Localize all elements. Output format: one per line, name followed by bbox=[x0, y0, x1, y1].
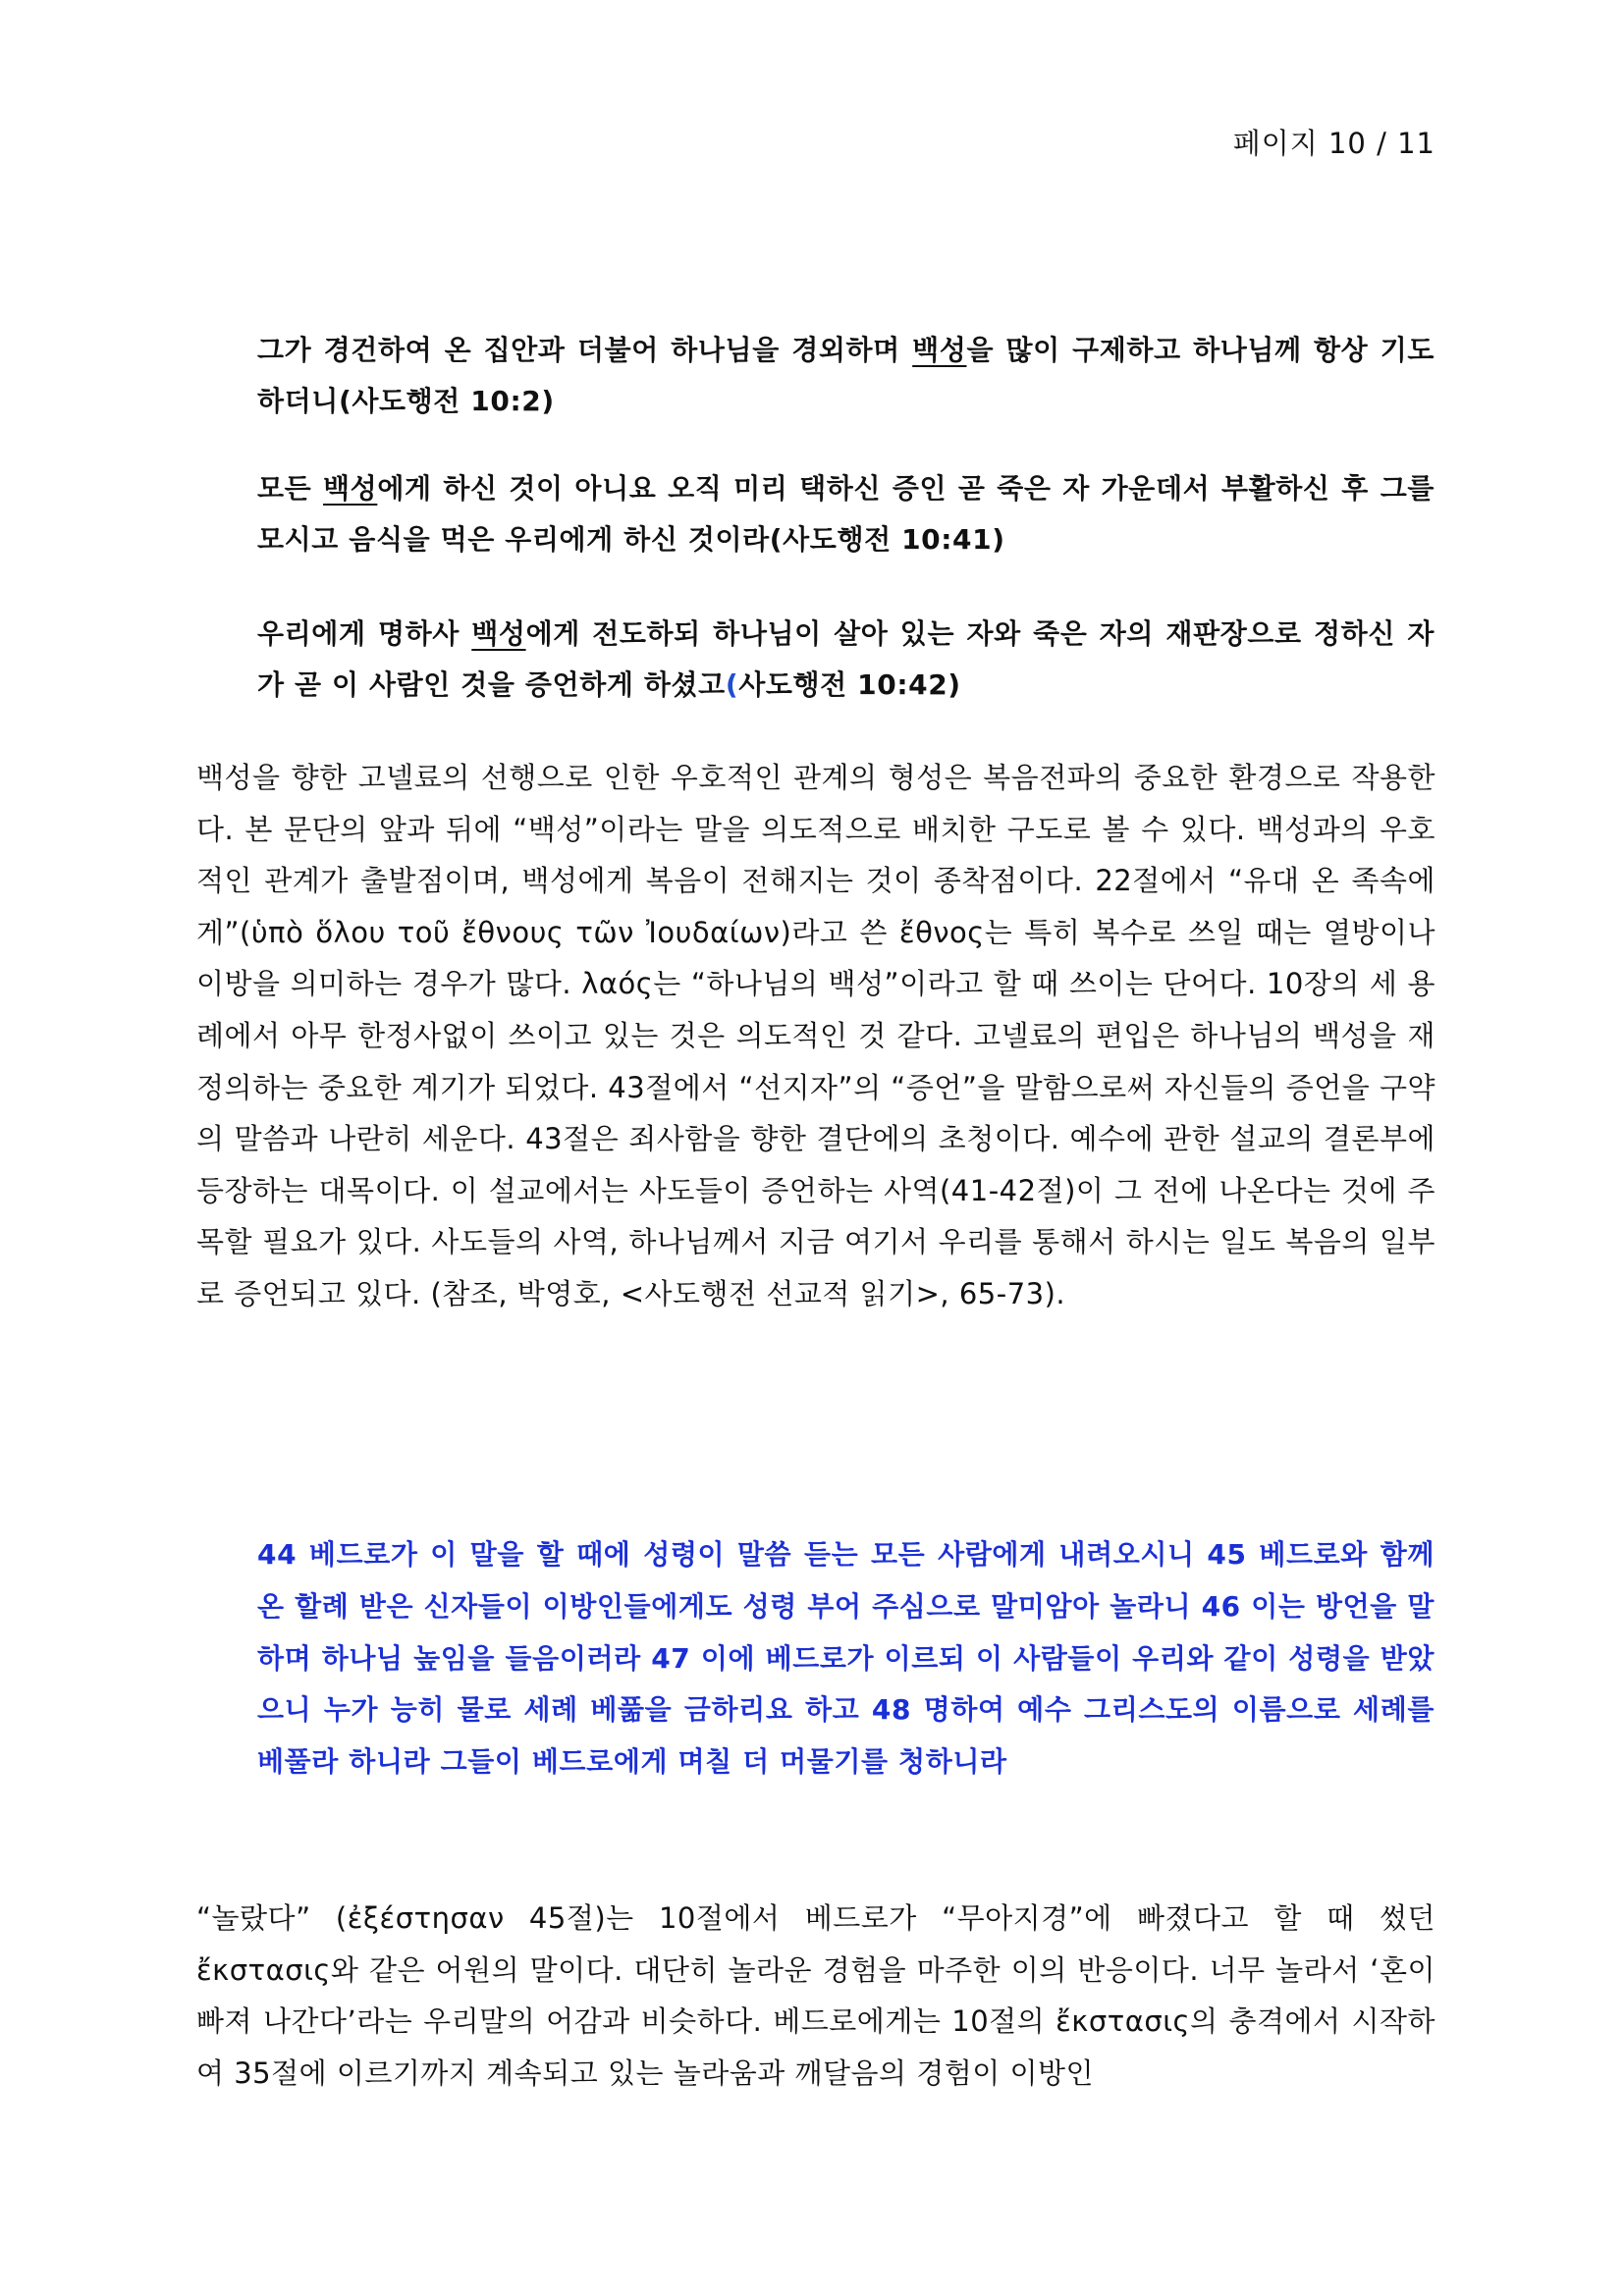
reference-text: 사도행전 10:42) bbox=[738, 668, 961, 701]
quote-verse-10-2 bbox=[257, 325, 1435, 427]
quote-text: 모든 bbox=[257, 472, 324, 505]
reference-paren: ( bbox=[725, 668, 739, 701]
underlined-word: 백성 bbox=[323, 472, 378, 505]
quote-text: 을 많이 구제하고 하나님께 항상 기도하더니(사도행전 10:2) bbox=[257, 334, 1435, 417]
commentary-paragraph-1: 백성을 향한 고넬료의 선행으로 인한 우호적인 관계의 형성은 복음전파의 중요한 환경으로 작용한다. 본 문단의 앞과 뒤에 “백성”이라는 말을 의도적으로 배치한 구도로 볼 수 있다. 백성과의 우호적인 관계가 출발점이며, 백성에게 복음이 전해지는 것이 종착점이다. 22절에서 “유대 온 족속에게”(ὑπὸ ὅλου τοῦ ἔθνους τῶν Ἰουδαίων)라고 쓴 ἔθνος는 특히 복수로 쓰일 때는 열방이나 이방을 의미하는 경우가 많다. λαός는 “하나님의 백성”이라고 할 때 쓰이는 단어다. 10장의 세 용례에서 아무 한정사없이 쓰이고 있는 것은 의도적인 것 같다. 고넬료의 편입은 하나님의 백성을 재정의하는 중요한 계기가 되었다. 43절에서 “선지자”의 “증언”을 말함으로써 자신들의 증언을 구약의 말씀과 나란히 세운다. 43절은 죄사함을 향한 결단에의 초청이다. 예수에 관한 설교의 결론부에 등장하는 대목이다. 이 설교에서는 사도들이 증언하는 사역(41-42절)이 그 전에 나온다는 것에 주목할 필요가 있다. 사도들의 사역, 하나님께서 지금 여기서 우리를 통해서 하시는 일도 복음의 일부로 증언되고 있다. (참조, 박영호, <사도행전 선교적 읽기>, 65-73). bbox=[196, 761, 1435, 1310]
quote-text: 에게 하신 것이 아니요 오직 미리 택하신 증인 곧 죽은 자 가운데서 부활하신 후 그를 모시고 음식을 먹은 우리에게 하신 것이라(사도행전 10:41) bbox=[257, 472, 1435, 556]
quote-text: 우리에게 명하사 bbox=[257, 617, 472, 650]
quote-text: 그가 경건하여 온 집안과 더불어 하나님을 경외하며 bbox=[257, 334, 913, 366]
page-number: 페이지 10 / 11 bbox=[1232, 127, 1435, 160]
quote-verse-10-41 bbox=[257, 463, 1435, 565]
underlined-word: 백성 bbox=[471, 617, 526, 650]
quote-text: 에게 전도하되 하나님이 살아 있는 자와 죽은 자의 재판장으로 정하신 자가 곧 이 사람인 것을 증언하게 하셨고 bbox=[257, 617, 1435, 701]
commentary-paragraph-2: “놀랐다” (ἐξέστησαν 45절)는 10절에서 베드로가 “무아지경”에 빠졌다고 할 때 썼던 ἔκστασις와 같은 어원의 말이다. 대단히 놀라운 경험을 마주한 이의 반응이다. 너무 놀라서 ‘혼이 빠져 나간다’라는 우리말의 어감과 비슷하다. 베드로에게는 10절의 ἔκστασις의 충격에서 시작하여 35절에 이르기까지 계속되고 있는 놀라움과 깨달음의 경험이 이방인 bbox=[196, 1901, 1435, 2090]
underlined-word: 백성 bbox=[912, 334, 967, 366]
quote-verse-10-42 bbox=[257, 609, 1435, 711]
scripture-passage: 44 베드로가 이 말을 할 때에 성령이 말씀 듣는 모든 사람에게 내려오시니 45 베드로와 함께 온 할례 받은 신자들이 이방인들에게도 성령 부어 주심으로 말미암아 놀라니 46 이는 방언을 말하며 하나님 높임을 들음이러라 47 이에 베드로가 이르되 이 사람들이 우리와 같이 성령을 받았으니 누가 능히 물로 세례 베풂을 금하리요 하고 48 명하여 예수 그리스도의 이름으로 세례를 베풀라 하니라 그들이 베드로에게 며칠 더 머물기를 청하니라 bbox=[257, 1538, 1435, 1779]
